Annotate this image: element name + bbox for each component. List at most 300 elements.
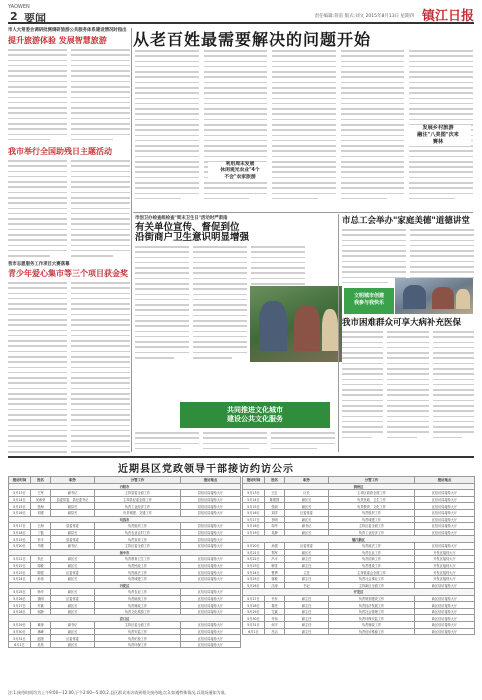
cell-place: 区信访局接待大厅 <box>415 529 475 536</box>
cell-time: 5月17日 <box>9 523 31 530</box>
right-body-2 <box>342 331 474 449</box>
table-row <box>243 628 475 635</box>
cell-time: 5月27日 <box>243 595 265 602</box>
schedule-table-left <box>8 476 241 648</box>
cell-time: 5月14日 <box>9 496 31 503</box>
cell-place: 开发区接待大厅 <box>415 556 475 563</box>
cell-duty: 负责社会事业工作 <box>329 575 415 582</box>
cell-duty: 负责城建工作 <box>329 516 415 523</box>
col-header-place: 接访地点 <box>181 477 241 484</box>
cell-name: 张丽 <box>265 503 285 510</box>
col-header-duty: 分管工作 <box>329 477 415 484</box>
cell-title: 区委常委 <box>51 635 95 642</box>
cell-title: 副区长 <box>51 589 95 596</box>
cell-place: 区信访局接待大厅 <box>415 523 475 530</box>
table-row <box>9 529 241 536</box>
article1-pretitle: 市人大常委会调研批测调研旅游公共服务体系建设情况时指出 <box>8 28 127 33</box>
right-divider <box>338 214 339 452</box>
table-row <box>243 509 475 516</box>
table-row <box>9 509 241 516</box>
table-row <box>243 602 475 609</box>
cell-place: 县信访局接待大厅 <box>181 509 241 516</box>
cell-title: 副区长 <box>51 641 95 648</box>
cell-name: 朱红 <box>31 556 51 563</box>
cell-duty: 负责招商工作 <box>329 556 415 563</box>
cell-place: 新区信访接待大厅 <box>415 595 475 602</box>
col-header-time: 接访时间 <box>9 477 31 484</box>
cell-place: 区信访局接待大厅 <box>181 569 241 576</box>
cell-place: 县信访局接待大厅 <box>181 490 241 497</box>
cell-duty: 负责工业经济工作 <box>95 503 181 510</box>
cell-title: 副主任 <box>285 622 329 629</box>
table-row <box>9 602 241 609</box>
table-row <box>243 556 475 563</box>
cell-time: 5月31日 <box>9 635 31 642</box>
cell-time: 5月15日 <box>243 503 265 510</box>
district-name: 扬中市 <box>9 549 241 556</box>
table-row <box>9 622 241 629</box>
cell-duty: 主持区委全面工作 <box>95 622 181 629</box>
schedule-table-right <box>242 476 475 635</box>
cell-duty: 负责农业农村工作 <box>95 529 181 536</box>
cell-place: 区信访局接待大厅 <box>181 635 241 642</box>
cell-title: 副主任 <box>285 562 329 569</box>
table-row <box>243 608 475 615</box>
cell-duty: 主持区委全面工作 <box>95 542 181 549</box>
cell-title: 副县长 <box>51 503 95 510</box>
cell-name: 何静 <box>31 608 51 615</box>
cell-title: 区委常委 <box>51 569 95 576</box>
article1-body <box>8 49 130 143</box>
cell-name: 刘洋 <box>265 509 285 516</box>
schedule-footnote: 注:1.接待时间均为上午9:00—12:00,下午2:00—5:00;2.县区群众来访请到相关接待地点;3.如遇特殊情况,以现场通知为准。 <box>8 690 229 695</box>
table-row <box>9 628 241 635</box>
district-row <box>9 483 241 490</box>
cell-name: 冯平 <box>265 556 285 563</box>
table-row <box>9 536 241 543</box>
article3-headline: 青少年爱心集市等三个项目获金奖 <box>8 269 128 278</box>
cell-time: 5月27日 <box>9 602 31 609</box>
cell-title: 副书记 <box>51 542 95 549</box>
cell-title: 副县长 <box>51 529 95 536</box>
cell-name: 李平 <box>31 536 51 543</box>
cell-duty: 负责建设工作 <box>329 562 415 569</box>
cell-time: 5月22日 <box>243 556 265 563</box>
cell-title: 副主任 <box>285 556 329 563</box>
cell-title: 副区长 <box>51 575 95 582</box>
cell-title: 区长 <box>285 490 329 497</box>
cell-name: 李明 <box>265 516 285 523</box>
cell-time: 5月28日 <box>243 602 265 609</box>
cell-duty: 负责农业工作 <box>329 549 415 556</box>
district-row <box>243 536 475 543</box>
cell-duty: 主持县委全面工作 <box>95 490 181 497</box>
cell-name: 刘建 <box>31 509 51 516</box>
cell-name: 钱明 <box>31 595 51 602</box>
cell-duty: 负责统战工作 <box>95 595 181 602</box>
cell-place: 区信访局接待大厅 <box>181 556 241 563</box>
cell-title: 副区长 <box>285 503 329 510</box>
cell-place: 区信访局接待大厅 <box>181 575 241 582</box>
cell-duty: 负责组织工作 <box>95 523 181 530</box>
cell-duty: 负责农业工作 <box>95 589 181 596</box>
cell-time: 5月13日 <box>9 490 31 497</box>
cell-place: 新区信访接待大厅 <box>415 602 475 609</box>
cell-duty: 主持县纪委全面工作 <box>95 496 181 503</box>
cell-title: 副区长 <box>51 562 95 569</box>
middle-headline: 有关单位宣传、督促到位 沿街商户卫生意识明显增强 <box>135 222 250 243</box>
cell-duty: 负责政法工作 <box>329 542 415 549</box>
cell-time: 5月18日 <box>9 529 31 536</box>
cell-place: 开发区接待大厅 <box>415 549 475 556</box>
news-photo-street <box>250 286 342 362</box>
cell-duty: 负责工业经济工作 <box>329 529 415 536</box>
cell-name: 周华 <box>265 523 285 530</box>
cell-name: 陈强 <box>31 569 51 576</box>
cell-place: 新区信访接待大厅 <box>415 622 475 629</box>
cell-title: 副区长 <box>285 549 329 556</box>
cell-title: 副主任 <box>285 608 329 615</box>
table-row <box>243 615 475 622</box>
district-name: 京口区 <box>9 615 241 622</box>
table-row <box>243 490 475 497</box>
cell-time: 5月23日 <box>9 569 31 576</box>
cell-time: 5月17日 <box>243 516 265 523</box>
table-row <box>9 608 241 615</box>
cell-duty: 主持管委会全面工作 <box>329 569 415 576</box>
cell-title: 县委常委 <box>51 536 95 543</box>
table-row <box>243 622 475 629</box>
cell-name: 吴静 <box>265 529 285 536</box>
col-header-duty: 分管工作 <box>95 477 181 484</box>
cell-place: 区信访局接待大厅 <box>415 490 475 497</box>
cell-name: 尤斌 <box>265 608 285 615</box>
page-number: 2 <box>10 10 18 23</box>
schedule-title: 近期县区党政领导干部接访约访公示 <box>118 464 294 475</box>
column-divider <box>131 28 132 452</box>
table-row <box>243 529 475 536</box>
article2-body <box>8 160 130 258</box>
cell-place: 区信访局接待大厅 <box>415 542 475 549</box>
cell-title: 县委常委 <box>51 523 95 530</box>
cell-duty: 负责城建工作 <box>95 575 181 582</box>
cell-duty: 负责民政、卫生工作 <box>329 496 415 503</box>
district-row <box>9 516 241 523</box>
table-row <box>243 549 475 556</box>
cell-time: 5月26日 <box>243 582 265 589</box>
table-row <box>243 582 475 589</box>
cell-name: 林峰 <box>31 628 51 635</box>
cell-name: 张海 <box>31 503 51 510</box>
cell-duty: 主持区委全面工作 <box>329 523 415 530</box>
cell-place: 区信访局接待大厅 <box>415 496 475 503</box>
middle-pretitle: 市创卫办检查组检查"周末卫生日"活动时严肃指 <box>135 216 228 221</box>
cell-time: 5月19日 <box>243 529 265 536</box>
cell-time: 5月22日 <box>9 562 31 569</box>
cell-name: 韦东 <box>265 595 285 602</box>
cell-time: 5月16日 <box>243 509 265 516</box>
cell-title: 副主任 <box>285 628 329 635</box>
cell-name: 王海 <box>31 523 51 530</box>
cell-title: 副主任 <box>285 615 329 622</box>
table-row <box>9 562 241 569</box>
cell-title: 副区长 <box>285 529 329 536</box>
table-row <box>243 569 475 576</box>
cell-place: 新区信访接待大厅 <box>415 628 475 635</box>
cell-time: 5月20日 <box>9 542 31 549</box>
district-name: 润州区 <box>243 483 475 490</box>
table-header-row <box>9 477 241 484</box>
cell-time: 5月16日 <box>9 509 31 516</box>
right-headline: 市总工会举办"家庭美德"道德讲堂 <box>342 216 470 226</box>
cell-duty: 负责安监工作 <box>95 628 181 635</box>
col-header-time: 接访时间 <box>243 477 265 484</box>
cell-time: 6月1日 <box>243 628 265 635</box>
cell-name: 许伟 <box>265 615 285 622</box>
cell-time: 5月29日 <box>243 608 265 615</box>
cell-place: 区信访局接待大厅 <box>181 542 241 549</box>
cell-name: 周敏 <box>31 562 51 569</box>
section-divider <box>133 212 473 213</box>
civilized-city-banner: 文明城市创建 我参与我快乐 <box>344 288 394 314</box>
cell-place: 区信访局接待大厅 <box>415 503 475 510</box>
cell-time: 5月25日 <box>243 575 265 582</box>
cell-place: 县信访局接待大厅 <box>181 523 241 530</box>
cell-place: 区信访局接待大厅 <box>415 516 475 523</box>
cell-title: 副主任 <box>285 575 329 582</box>
cell-time: 5月24日 <box>243 569 265 576</box>
cell-name: 秦亮 <box>265 602 285 609</box>
cell-name: 丁磊 <box>31 529 51 536</box>
section-title: 要闻 <box>24 12 46 25</box>
cell-title: 副区长 <box>51 628 95 635</box>
cell-time: 5月28日 <box>9 608 31 615</box>
cell-time: 5月31日 <box>243 622 265 629</box>
table-row <box>243 496 475 503</box>
cell-place: 县信访局接待大厅 <box>181 529 241 536</box>
right-article-2 <box>342 318 474 449</box>
table-row <box>9 569 241 576</box>
cell-name: 马骏 <box>31 542 51 549</box>
cell-place: 区信访局接待大厅 <box>181 562 241 569</box>
cell-name: 王红 <box>265 490 285 497</box>
cell-title: 副书记 <box>285 523 329 530</box>
district-row <box>9 582 241 589</box>
cell-name: 许斌 <box>31 602 51 609</box>
table-row <box>243 562 475 569</box>
cell-name: 孙强 <box>265 542 285 549</box>
district-name: 句容市 <box>9 516 241 523</box>
cell-duty: 负责财政工作 <box>95 602 181 609</box>
table-row <box>9 523 241 530</box>
table-row <box>9 635 241 642</box>
cell-title: 副县长 <box>51 509 95 516</box>
cell-duty: 负责文化旅游工作 <box>95 608 181 615</box>
cell-place: 开发区接待大厅 <box>415 575 475 582</box>
district-row <box>9 549 241 556</box>
col-header-title: 职务 <box>285 477 329 484</box>
cell-title: 区委常委 <box>285 509 329 516</box>
cell-title: 副书记 <box>51 490 95 497</box>
page-header <box>8 4 474 24</box>
table-row <box>9 556 241 563</box>
cell-time: 5月24日 <box>9 575 31 582</box>
cell-time: 5月21日 <box>243 549 265 556</box>
newspaper-logo: 镇江日报 <box>421 9 474 24</box>
cell-time: 5月29日 <box>9 622 31 629</box>
cell-duty: 负责城建、交通工作 <box>95 509 181 516</box>
cell-title: 副区长 <box>51 556 95 563</box>
district-name: 镇江新区 <box>243 536 475 543</box>
culture-city-banner: 共同推进文化城市 建设公共文化服务 <box>180 402 330 428</box>
table-row <box>243 542 475 549</box>
cell-place: 区信访局接待大厅 <box>181 602 241 609</box>
cell-place: 新区信访接待大厅 <box>415 582 475 589</box>
cell-place: 区信访局接待大厅 <box>181 641 241 648</box>
cell-name: 孙伟 <box>31 575 51 582</box>
cell-title: 区委常委 <box>51 595 95 602</box>
site-label: YAOWEN <box>8 4 30 10</box>
table-row <box>9 595 241 602</box>
cell-duty: 负责政法工作 <box>95 569 181 576</box>
cell-place: 县信访局接待大厅 <box>181 536 241 543</box>
table-row <box>9 542 241 549</box>
cell-title: 区委常委 <box>285 542 329 549</box>
cell-time: 5月23日 <box>243 562 265 569</box>
cell-duty: 负责教育、文化工作 <box>329 503 415 510</box>
schedule-section-header <box>8 456 474 474</box>
cell-duty: 负责宣传工作 <box>95 536 181 543</box>
table-row <box>9 503 241 510</box>
cell-place: 区信访局接待大厅 <box>181 622 241 629</box>
cell-duty: 负责民政工作 <box>95 562 181 569</box>
cell-name: 黄涛 <box>31 622 51 629</box>
cell-time: 5月30日 <box>243 615 265 622</box>
cell-duty: 负责社会管理工作 <box>329 608 415 615</box>
table-row <box>243 523 475 530</box>
cell-place: 新区信访接待大厅 <box>415 615 475 622</box>
cell-duty: 负责教育卫生工作 <box>95 556 181 563</box>
district-name: 开发区 <box>243 589 475 596</box>
cell-duty: 负责组织工作 <box>329 509 415 516</box>
cell-name: 王军 <box>31 490 51 497</box>
table-row <box>9 496 241 503</box>
table-row <box>243 516 475 523</box>
cell-title: 副主任 <box>285 602 329 609</box>
right-headline-2: 我市困难群众可享大病补充医保 <box>342 318 462 328</box>
cell-title: 书记 <box>285 582 329 589</box>
col-header-name: 姓名 <box>265 477 285 484</box>
cell-title: 副区长 <box>285 496 329 503</box>
middle-bottom-text <box>135 432 335 452</box>
main-headline: 从老百姓最需要解决的问题开始 <box>133 30 372 49</box>
table-row <box>243 595 475 602</box>
col-header-place: 接访地点 <box>415 477 475 484</box>
cell-title: 副区长 <box>51 602 95 609</box>
col-header-name: 姓名 <box>31 477 51 484</box>
cell-name: 吴承荣 <box>31 496 51 503</box>
cell-place: 区信访局接待大厅 <box>181 595 241 602</box>
table-row <box>243 503 475 510</box>
cell-name: 陈建国 <box>265 496 285 503</box>
table-row <box>243 575 475 582</box>
cell-time: 5月13日 <box>243 490 265 497</box>
article1-headline: 提升旅游体验 发展智慧旅游 <box>8 36 107 45</box>
cell-place: 县信访局接待大厅 <box>181 496 241 503</box>
cell-name: 何平 <box>265 622 285 629</box>
cell-duty: 负责信访维稳工作 <box>329 628 415 635</box>
cell-duty: 主持新区全面工作 <box>329 582 415 589</box>
cell-name: 蒋敏 <box>265 575 285 582</box>
cell-duty: 负责环保安监工作 <box>329 615 415 622</box>
cell-name: 曹勇 <box>265 569 285 576</box>
district-row <box>9 615 241 622</box>
left-column <box>8 28 130 462</box>
district-row <box>243 483 475 490</box>
cell-place: 新区信访接待大厅 <box>415 608 475 615</box>
cell-time: 5月19日 <box>9 536 31 543</box>
cell-time: 6月1日 <box>9 641 31 648</box>
news-photo-event <box>395 278 473 314</box>
cell-place: 区信访局接待大厅 <box>181 589 241 596</box>
cell-place: 开发区接待大厅 <box>415 562 475 569</box>
cell-name: 吕洁 <box>265 628 285 635</box>
cell-title: 副区长 <box>51 608 95 615</box>
article3-pretitle: 我市志愿服务工作项目大赛落幕 <box>8 262 70 267</box>
article2-headline: 我市举行全国助残日主题活动 <box>8 147 112 156</box>
cell-duty: 负责纪检工作 <box>95 635 181 642</box>
cell-name: 杨华 <box>31 589 51 596</box>
cell-place: 区信访局接待大厅 <box>415 509 475 516</box>
cell-duty: 负责经济发展工作 <box>329 602 415 609</box>
cell-duty: 主持区政府全面工作 <box>329 490 415 497</box>
table-row <box>9 575 241 582</box>
dateline: 责任编辑:蒋雷 版式:刘文 2015年8月13日 星期四 <box>314 14 414 19</box>
cell-title: 县委常委、县纪委书记 <box>51 496 95 503</box>
cell-title: 主任 <box>285 569 329 576</box>
table-row <box>9 589 241 596</box>
cell-time: 5月30日 <box>9 628 31 635</box>
article3-body <box>8 282 130 462</box>
cell-time: 5月25日 <box>9 589 31 596</box>
cell-time: 5月21日 <box>9 556 31 563</box>
feature-box-title: 利用周末发展 休闲观光农业"4个 不会"农家旅游 <box>208 162 272 181</box>
cell-time: 5月18日 <box>243 523 265 530</box>
cell-duty: 负责财政工作 <box>329 622 415 629</box>
district-row <box>243 589 475 596</box>
cell-place: 开发区接待大厅 <box>415 569 475 576</box>
table-row <box>9 490 241 497</box>
table-header-row <box>243 477 475 484</box>
cell-place: 区信访局接待大厅 <box>181 628 241 635</box>
cell-name: 郑军 <box>265 549 285 556</box>
cell-time: 5月14日 <box>243 496 265 503</box>
cell-name: 赵刚 <box>31 635 51 642</box>
table-row <box>9 641 241 648</box>
cell-name: 沈涛 <box>265 582 285 589</box>
cell-time: 5月15日 <box>9 503 31 510</box>
cell-duty: 负责环保工作 <box>95 641 181 648</box>
cell-title: 副区长 <box>285 516 329 523</box>
cell-place: 县信访局接待大厅 <box>181 503 241 510</box>
cell-title: 副主任 <box>285 595 329 602</box>
cell-time: 5月20日 <box>243 542 265 549</box>
cell-name: 韩雪 <box>265 562 285 569</box>
cell-place: 区信访局接待大厅 <box>181 608 241 615</box>
cell-duty: 负责规划建设工作 <box>329 595 415 602</box>
right-feature-title: 发展乡村旅游 融注"八美图"次来 赛林 <box>405 125 471 146</box>
cell-title: 副书记 <box>51 622 95 629</box>
